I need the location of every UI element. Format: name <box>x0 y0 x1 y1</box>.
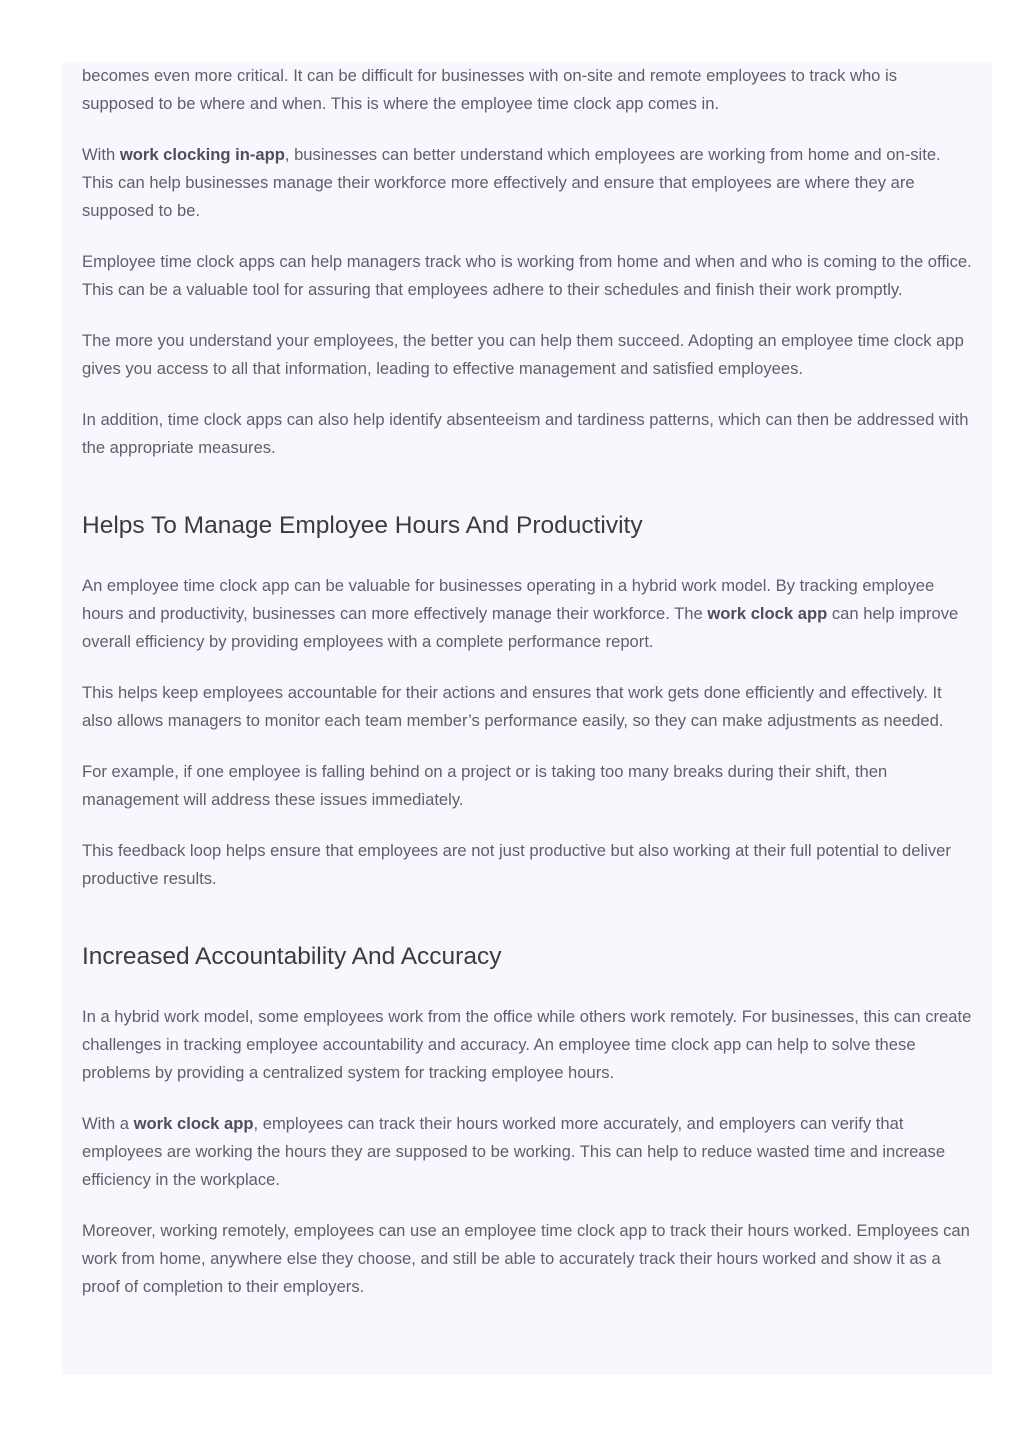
paragraph: This helps keep employees accountable for their actions and ensures that work gets done efficiently and effectively. It also allows managers to monitor each team member’s performance easily, so they can make adjustments as needed. <box>82 683 944 730</box>
bold-phrase: work clock app <box>707 604 828 623</box>
article-body <box>82 62 972 1324</box>
paragraph: An employee time clock app can be valuable for businesses operating in a hybrid work model. By tracking employee hours and productivity, businesses can more effectively manage their workforce. The work clock app can help improve overall efficiency by providing employees with a complete performance report. <box>82 576 959 651</box>
paragraph: Moreover, working remotely, employees can use an employee time clock app to track their hours worked. Employees can work from home, anywhere else they choose, and still be able to accurately track their hours worked and show it as a proof of completion to their employers. <box>82 1221 970 1296</box>
paragraph: In addition, time clock apps can also help identify absenteeism and tardiness patterns, which can then be addressed with the appropriate measures. <box>82 410 969 457</box>
paragraph: With a work clock app, employees can track their hours worked more accurately, and employers can verify that employees are working the hours they are supposed to be working. This can help to reduce wasted time and increase efficiency in the workplace. <box>82 1114 946 1189</box>
paragraph: becomes even more critical. It can be difficult for businesses with on-site and remote employees to track who is supposed to be where and when. This is where the employee time clock app comes in. <box>82 66 898 113</box>
paragraph: With work clocking in-app, businesses can better understand which employees are working from home and on-site. This can help businesses manage their workforce more effectively and ensure that employees are where they are supposed to be. <box>82 145 941 220</box>
paragraph: For example, if one employee is falling behind on a project or is taking too many breaks during their shift, then management will address these issues immediately. <box>82 762 888 809</box>
section-heading: Increased Accountability And Accuracy <box>82 943 502 970</box>
bold-phrase: work clock app <box>133 1114 254 1133</box>
paragraph: The more you understand your employees, the better you can help them succeed. Adopting an employee time clock app gives you access to all that information, leading to effective management and satisfied employees. <box>82 331 964 378</box>
paragraph: Employee time clock apps can help managers track who is working from home and when and who is coming to the office. This can be a valuable tool for assuring that employees adhere to their schedules and finish their work promptly. <box>82 252 972 299</box>
bold-phrase: work clocking in-app <box>119 145 285 164</box>
paragraph: This feedback loop helps ensure that employees are not just productive but also working at their full potential to deliver productive results. <box>82 841 951 888</box>
paragraph: In a hybrid work model, some employees work from the office while others work remotely. For businesses, this can create challenges in tracking employee accountability and accuracy. An employee time clock app can help to solve these problems by providing a centralized system for tracking employee hours. <box>82 1007 972 1082</box>
section-heading: Helps To Manage Employee Hours And Productivity <box>82 512 643 539</box>
